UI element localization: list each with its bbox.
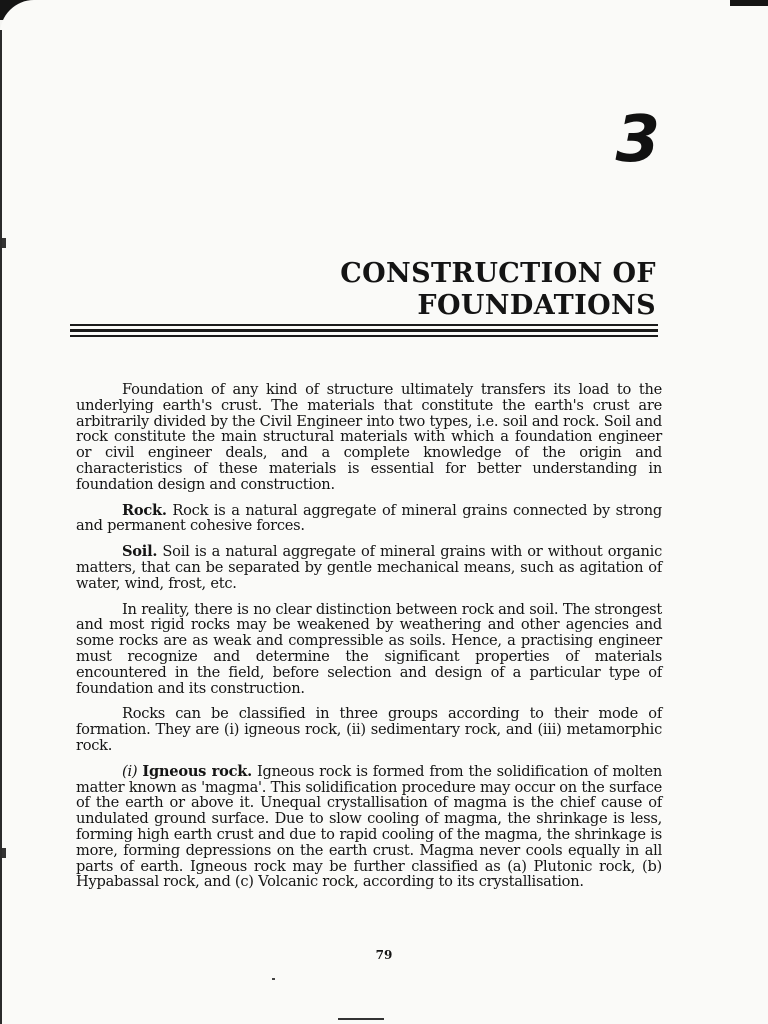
paragraph-text: Rocks can be classified in three groups according to their mode of formation. They are (i) igneous rock, (ii) sedimentary rock, and (iii) metamorphic rock.: [76, 705, 662, 754]
scan-speck: [272, 978, 275, 980]
paragraph-lead-term: Soil.: [122, 543, 158, 561]
chapter-title-line-1: CONSTRUCTION OF: [340, 258, 656, 289]
chapter-title: [136, 258, 656, 322]
binding-mark: [2, 848, 6, 858]
paragraph-lead-term: Rock.: [122, 501, 167, 519]
paragraph-text: Rock is a natural aggregate of mineral grains connected by strong and permanent cohesive forces.: [76, 501, 662, 535]
paragraph-intro: [76, 382, 662, 493]
paragraph-soil: [76, 544, 662, 591]
chapter-number: 3: [615, 103, 660, 177]
title-rule-bottom: [70, 335, 658, 337]
binding-mark: [2, 238, 6, 248]
paragraph-classification: [76, 706, 662, 753]
paragraph-text: Foundation of any kind of structure ultimately transfers its load to the underlying earth's crust. The materials that constitute the earth's crust are arbitrarily divided by the Civil Engineer into two types, i.e. soil and rock. Soil and rock constitute the main structural materials with which a foundation engineer or civil engineer deals, and a complete knowledge of the origin and characteristics of these materials is essential for better understanding in foundation design and construction.: [76, 381, 662, 493]
title-rule-top: [70, 324, 658, 326]
paragraph-distinction: [76, 602, 662, 697]
title-rule-middle: [70, 329, 658, 332]
paragraph-text: In reality, there is no clear distinction between rock and soil. The strongest and most rigid rocks may be weakened by weathering and other agencies and some rocks are as weak and compressible as soils. Hence, a practising engineer must recognize and determine the significant properties of materials encountered in the field, before selection and design of a particular type of foundation and its construction.: [76, 600, 662, 697]
paragraph-lead-term: Igneous rock.: [142, 762, 252, 780]
paragraph-text: Igneous rock is formed from the solidification of molten matter known as 'magma'. This solidification procedure may occur on the surface of the earth or above it. Unequal crystallisation of magma is the chief cause of undulated ground surface. Due to slow cooling of magma, the shrinkage is less, forming high earth crust and due to rapid cooling of the magma, the shrinkage is more, forming depressions on the earth crust. Magma never cools equally in all parts of earth. Igneous rock may be further classified as (a) Plutonic rock, (b) Hypabassal rock, and (c) Volcanic rock, according to its crystallisation.: [76, 762, 663, 891]
body-text: [76, 382, 662, 900]
page-number: 79: [375, 948, 393, 962]
bottom-edge-mark: [338, 1018, 384, 1020]
paragraph-rock: [76, 503, 662, 535]
paragraph-marker: (i): [122, 762, 138, 780]
paragraph-text: Soil is a natural aggregate of mineral grains with or without organic matters, that can be separated by gentle mechanical means, such as agitation of water, wind, frost, etc.: [76, 543, 662, 592]
chapter-title-line-2: FOUNDATIONS: [417, 290, 656, 321]
paragraph-igneous-rock: [76, 764, 662, 890]
